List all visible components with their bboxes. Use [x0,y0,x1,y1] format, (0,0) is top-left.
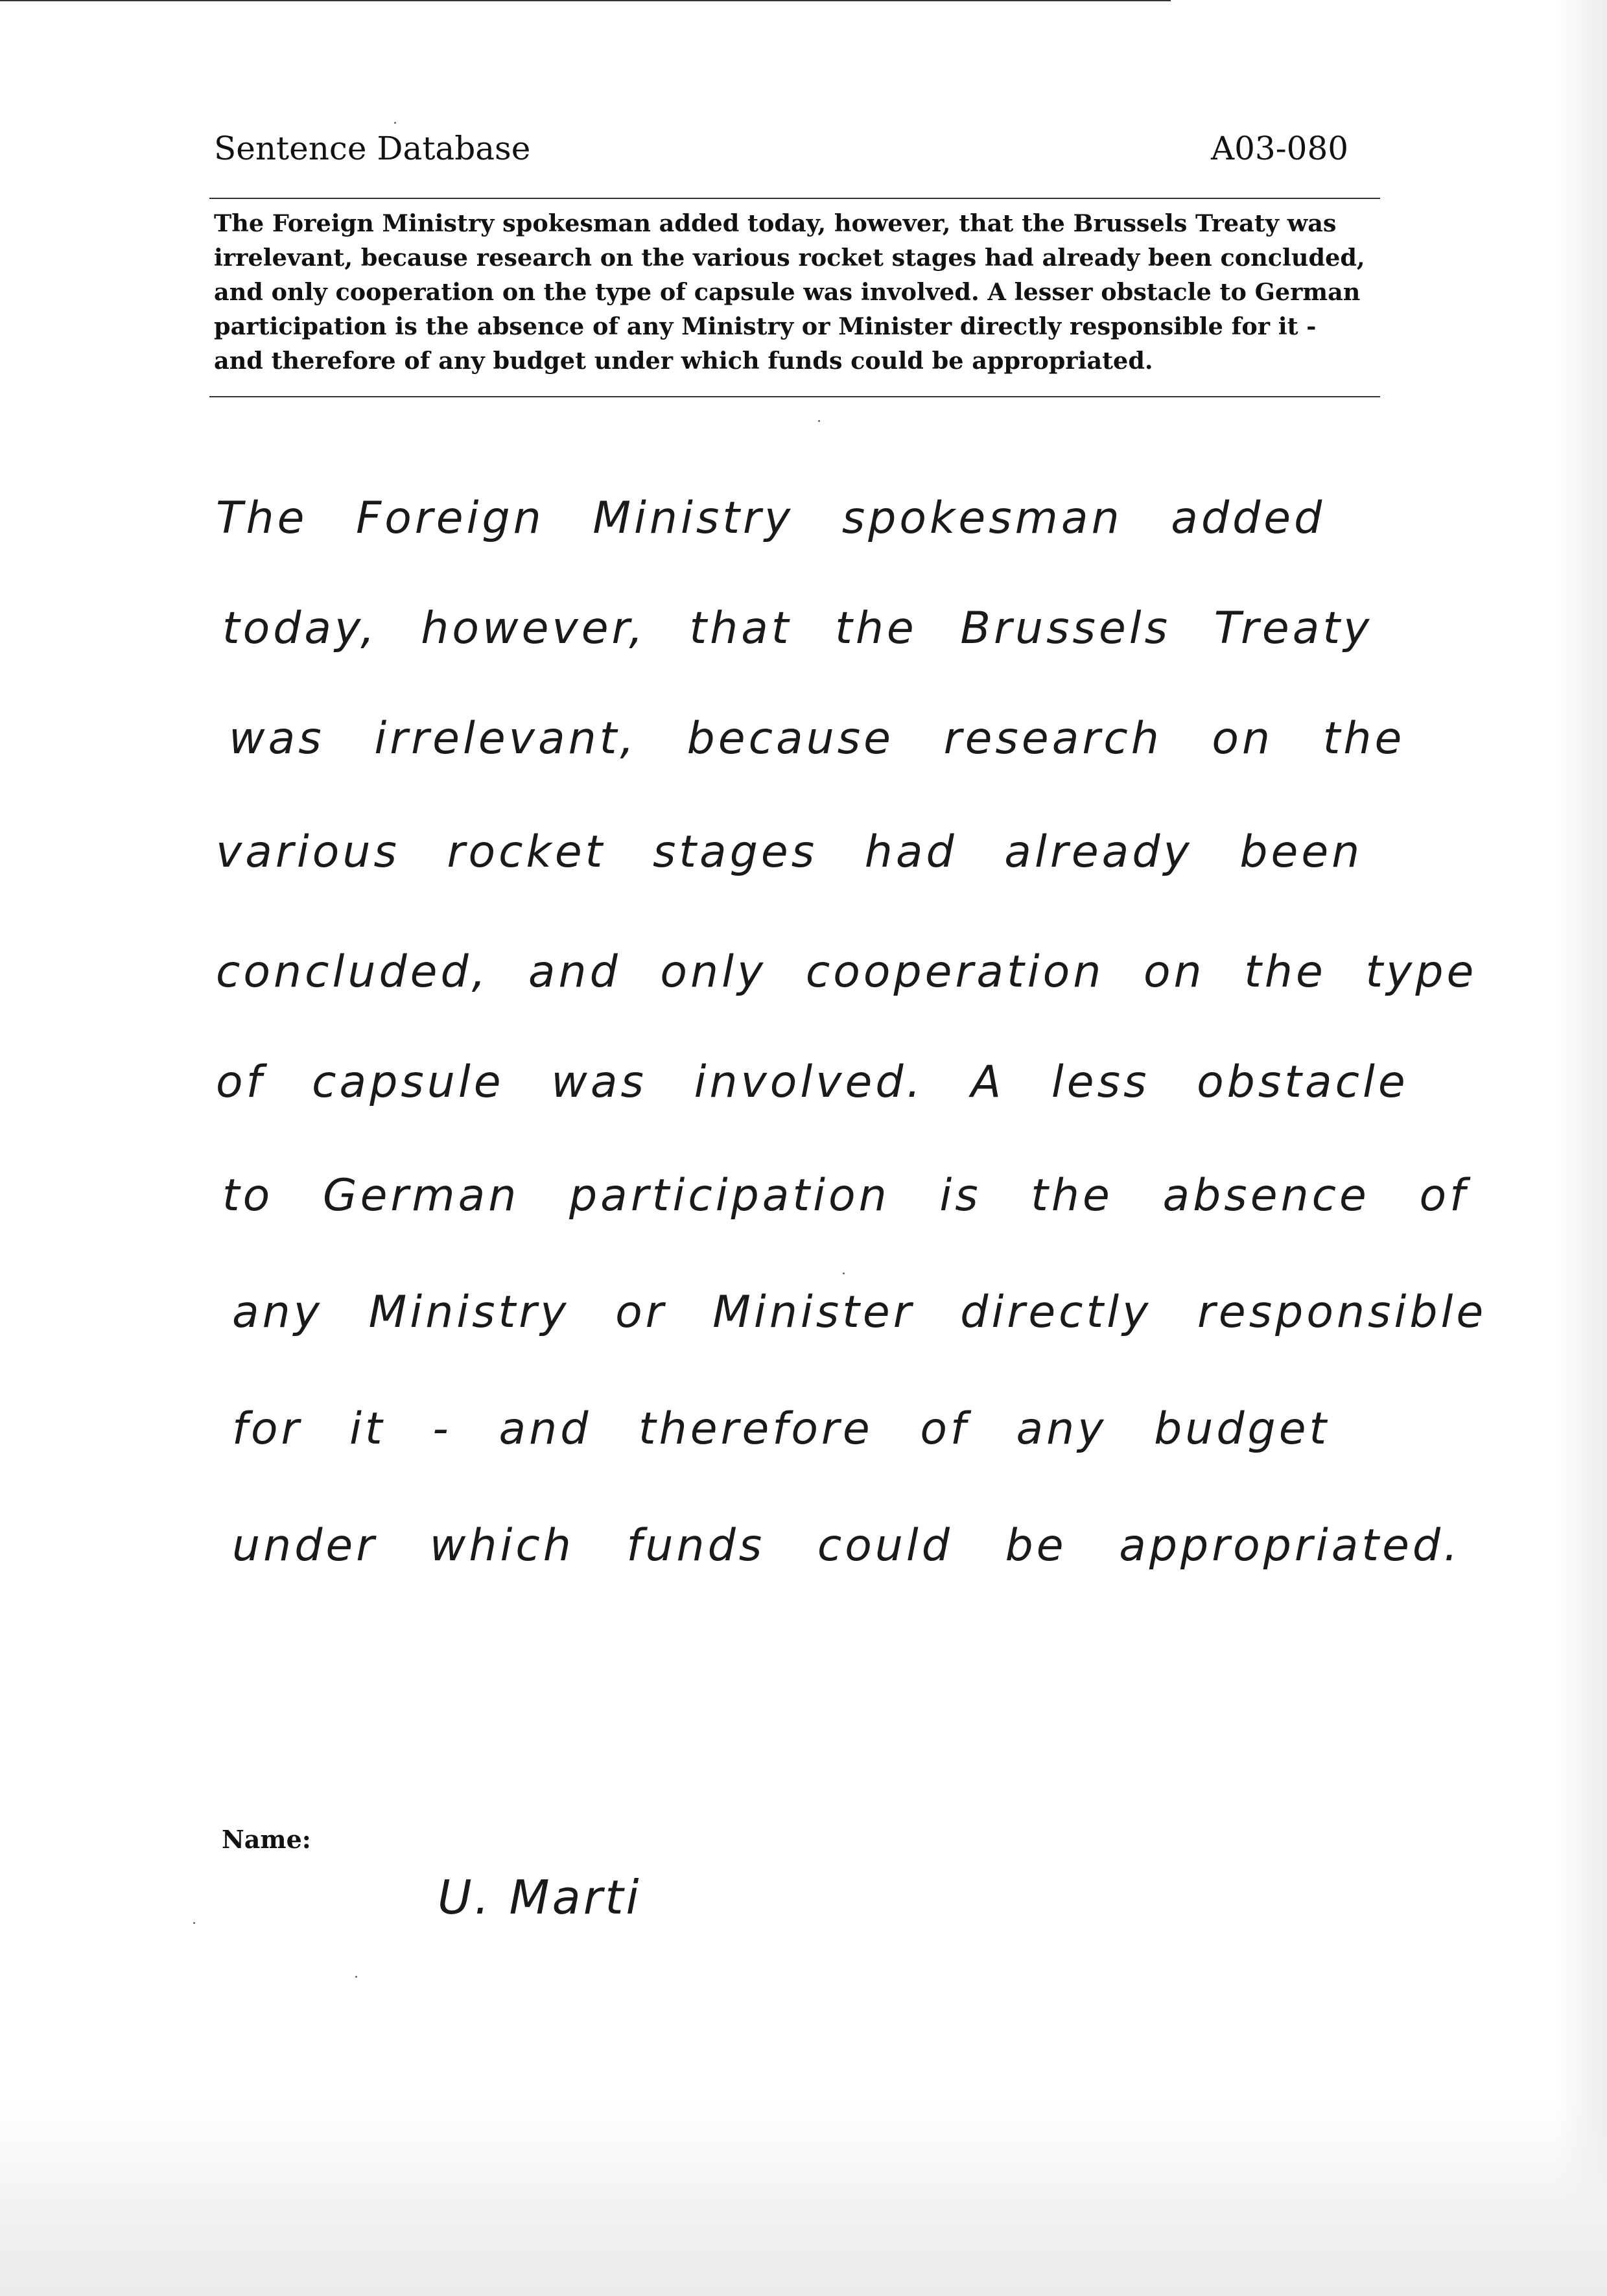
printed-line: and therefore of any budget under which funds could be appropriated. [214,347,1153,375]
name-label: Name: [222,1825,311,1854]
text-divider [209,396,1380,397]
handwritten-line: today, however, that the Brussels Treaty [222,603,1373,654]
form-id: A03-080 [1211,130,1349,167]
page-edge-shadow-right [1555,0,1607,2296]
signature: U. Marti [438,1870,642,1925]
handwritten-line: various rocket stages had already been [216,826,1363,878]
page-edge-shadow-bottom [0,2102,1607,2296]
handwritten-line: was irrelevant, because research on the [229,713,1405,764]
scan-speck [818,420,820,422]
printed-line: irrelevant, because research on the various rocket stages had already been concluded, [214,244,1365,272]
printed-line: and only cooperation on the type of capsule was involved. A lesser obstacle to German [214,278,1361,306]
handwritten-line: concluded, and only cooperation on the type [216,946,1477,998]
scan-speck [193,1922,195,1924]
scan-speck [843,1272,845,1274]
handwritten-line: of capsule was involved. A less obstacle [216,1057,1409,1108]
printed-line: The Foreign Ministry spokesman added today, however, that the Brussels Treaty was [214,209,1337,237]
printed-line: participation is the absence of any Ministry or Minister directly responsible for it - [214,312,1317,340]
header-divider [209,198,1380,199]
handwritten-line: under which funds could be appropriated. [232,1520,1461,1571]
handwritten-line: any Ministry or Minister directly responsible [232,1287,1487,1338]
scan-speck [355,1976,357,1978]
handwritten-line: to German participation is the absence of [222,1170,1469,1221]
name-divider [0,0,1171,1]
form-title: Sentence Database [214,130,531,167]
printed-text-block [214,206,1381,378]
handwritten-line: The Foreign Ministry spokesman added [216,493,1326,544]
scan-speck [394,122,396,124]
handwritten-line: for it - and therefore of any budget [232,1403,1330,1455]
